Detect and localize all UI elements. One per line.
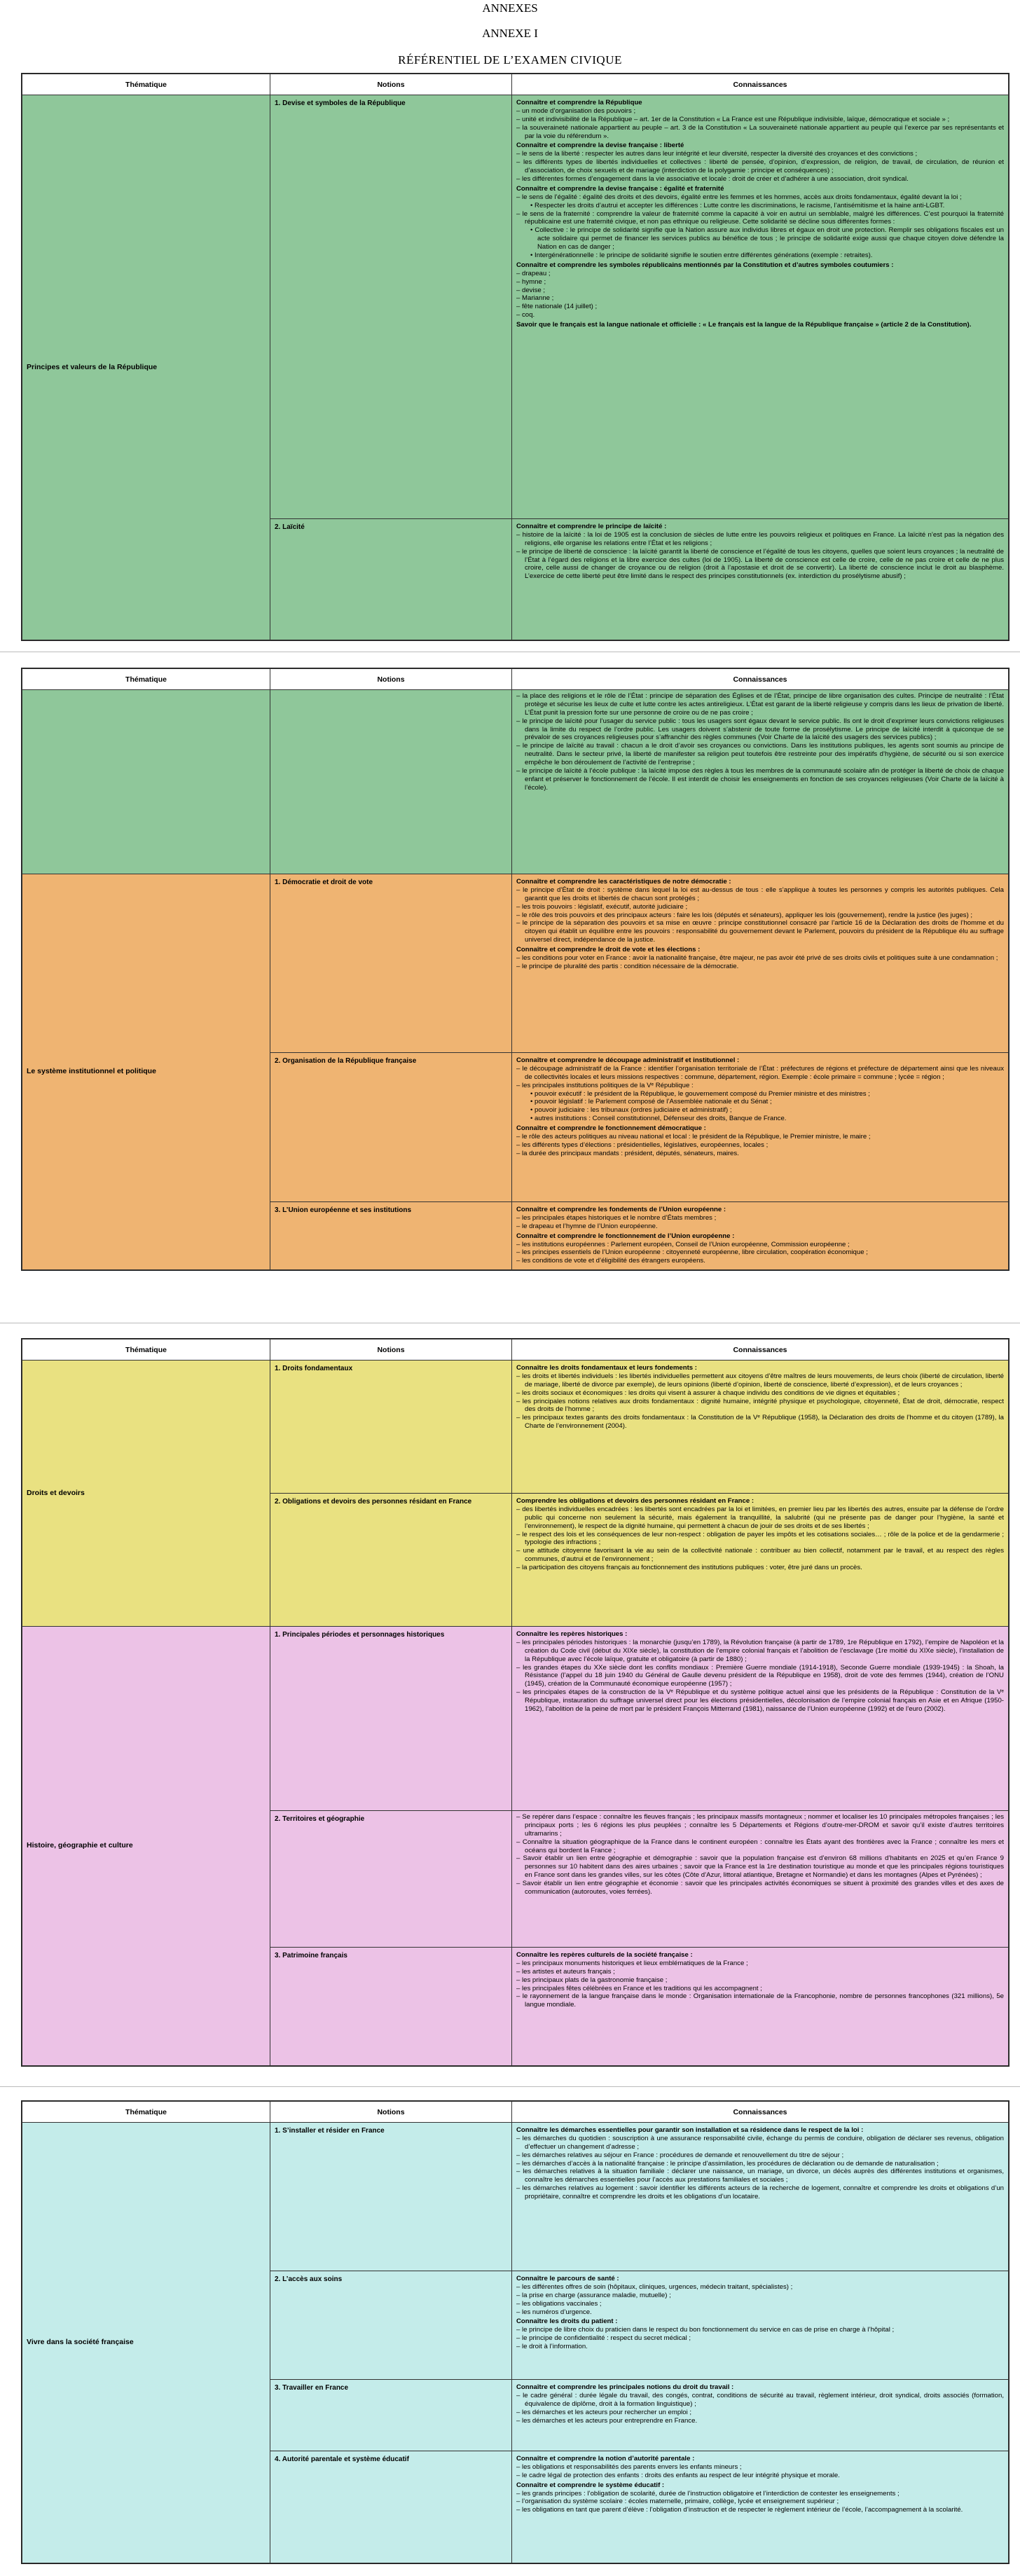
knowledge-item: – coq. bbox=[516, 311, 535, 319]
column-header-notions: Notions bbox=[270, 2102, 512, 2123]
knowledge-item: – Marianne ; bbox=[516, 294, 554, 303]
knowledge-item: – le rôle des acteurs politiques au niveau national et local : le président de la République, le Premier ministre, le maire ; bbox=[516, 1133, 871, 1141]
notion-periodes: 1. Principales périodes et personnages historiques bbox=[270, 1627, 512, 1811]
page-4-table bbox=[21, 2100, 1009, 2564]
content-devise bbox=[512, 95, 1009, 519]
knowledge-item: – Se repérer dans l’espace : connaître les fleuves français ; les principaux massifs montagneux ; nommer et localiser les 10 principales métropoles françaises ; les principaux ports ; les 6 régions les plus peuplées ; connaître les 5 Départements et Régions d’outre-mer-DROM et savoir qu’il existe d’autres territoires ultramarins ; bbox=[516, 1813, 1004, 1838]
notion-autorite: 4. Autorité parentale et système éducatif bbox=[270, 2451, 512, 2563]
knowledge-heading: Connaître les repères historiques : bbox=[516, 1630, 628, 1638]
column-header-thematique: Thématique bbox=[22, 2102, 270, 2123]
column-header-thematique: Thématique bbox=[22, 669, 270, 690]
column-header-connaissances: Connaissances bbox=[512, 2102, 1009, 2123]
knowledge-item: – le cadre général : durée légale du travail, des congés, contrat, conditions de sécurité au travail, règlement intérieur, droit syndical, droits associés (formation, équivalence de diplôme, droit à la formation linguistique) ; bbox=[516, 2391, 1004, 2408]
knowledge-item: – unité et indivisibilité de la République – art. 1er de la Constitution « La France est une République indivisible, laïque, démocratique et sociale » ; bbox=[516, 115, 950, 123]
notion-laicite-continued bbox=[270, 690, 512, 874]
knowledge-item: – les démarches relatives à la situation familiale : déclarer une naissance, un mariage, un divorce, un décès auprès des différentes institutions et organismes, connaître les démarches essentielles pour l’accès aux prestations familiales et sociales ; bbox=[516, 2168, 1004, 2184]
page-3-table bbox=[21, 1338, 1009, 2067]
knowledge-item: – les principales étapes de la construction de la Vᵉ République et du système politique actuel ainsi que les présidents de la République : Constitution de la Vᵉ République, instauration du suffrage universel direct pour les élections présidentielles, décolonisation de l’empire colonial français en Asie et en Afrique (1950-1962), l’abolition de la peine de mort par le président François Mitterrand (1981), naissance de l’Union européenne (1992) et de l’euro (2002). bbox=[516, 1688, 1004, 1714]
knowledge-item: – le drapeau et l’hymne de l’Union européenne. bbox=[516, 1222, 658, 1230]
knowledge-item: – les principes essentiels de l’Union européenne : citoyenneté européenne, libre circulation, coopération économique ; bbox=[516, 1248, 868, 1257]
notion-laicite: 2. Laïcité bbox=[270, 519, 512, 640]
notion-ue: 3. L’Union européenne et ses institutions bbox=[270, 1202, 512, 1270]
knowledge-heading: Connaître et comprendre la devise française : égalité et fraternité bbox=[516, 184, 724, 193]
content-organisation bbox=[512, 1053, 1009, 1202]
knowledge-item: – les principales périodes historiques : la monarchie (jusqu’en 1789), la Révolution française (à partir de 1789, 1re République en 1792), l’empire de Napoléon et la création du Code civil (début du XIXe siècle), la constitution de l’empire colonial français et l’abolition de l’esclavage (1re moitié du XIXe siècle), l’installation de la République avec l’école laïque, gratuite et obligatoire (à partir de 1880) ; bbox=[516, 1638, 1004, 1663]
column-header-notions: Notions bbox=[270, 669, 512, 690]
knowledge-item: – le principe de confidentialité : respect du secret médical ; bbox=[516, 2334, 691, 2343]
knowledge-item: – les obligations en tant que parent d’élève : l’obligation d’instruction et de respecter le règlement intérieur de l’école, l’accompagnement à la scolarité. bbox=[516, 2506, 963, 2514]
knowledge-item: • pouvoir exécutif : le président de la République, le gouvernement composé du Premier ministre et des ministres ; bbox=[530, 1089, 870, 1098]
knowledge-item: – une attitude citoyenne favorisant la vie au sein de la collectivité nationale : contribuer au bien collectif, notamment par le travail, et au respect des règles communes, d’autrui et de l’environnement ; bbox=[516, 1547, 1004, 1564]
knowledge-item: – les démarches du quotidien : souscription à une assurance responsabilité civile, échange du permis de conduire, obligation de déclarer ses revenus, obligation d’effectuer un changement d’adresse ; bbox=[516, 2134, 1004, 2151]
knowledge-item: – devise ; bbox=[516, 286, 546, 294]
page-1-table bbox=[21, 73, 1009, 641]
knowledge-heading: Connaître et comprendre les caractéristiques de notre démocratie : bbox=[516, 878, 731, 886]
knowledge-item: – les démarches d’accès à la nationalité française : le principe d’assimilation, les procédures de déclaration ou de demande de naturalisation ; bbox=[516, 2159, 939, 2168]
knowledge-item: – les démarches relatives au séjour en France : procédures de demande et renouvellement du titre de séjour ; bbox=[516, 2151, 844, 2159]
column-header-notions: Notions bbox=[270, 1339, 512, 1361]
content-laicite-part2 bbox=[512, 690, 1009, 874]
annexes-heading: ANNEXES bbox=[482, 1, 538, 15]
knowledge-item: • pouvoir judiciaire : les tribunaux (ordres judiciaire et administratif) ; bbox=[530, 1106, 732, 1115]
knowledge-item: – les droits sociaux et économiques : les droits qui visent à assurer à chaque individu des conditions de vie dignes et équitables ; bbox=[516, 1389, 900, 1397]
knowledge-item: – Savoir établir un lien entre géographie et démographie : savoir que la population française est d’environ 68 millions d’habitants en 2025 et qu’en France 9 personnes sur 10 habitent dans des aires urbaines ; savoir que la France est la 1re destination touristique au monde et que les principales régions touristiques en France sont dans les grandes villes, sur les côtes (Côte d’Azur, littoral atlantique, Bretagne et Normandie) et dans les montagnes (Alpes et Pyrénées) ; bbox=[516, 1854, 1004, 1880]
knowledge-item: – les conditions de vote et d’éligibilité des étrangers européens. bbox=[516, 1257, 705, 1265]
knowledge-item: – la place des religions et le rôle de l’État : principe de séparation des Églises et de l’État, principe de libre organisation des cultes. Principe de neutralité : l’État protège et sécurise les lieux de culte et lutte contre les actes antireligieux. L’État est garant de la liberté religieuse y compris dans les lieux de privation de liberté. L’État punit la pression forte sur une personne de croire ou de ne pas croire ; bbox=[516, 692, 1004, 717]
notion-organisation: 2. Organisation de la République française bbox=[270, 1053, 512, 1202]
content-laicite-part1 bbox=[512, 519, 1009, 640]
content-installer bbox=[512, 2123, 1009, 2271]
notion-patrimoine: 3. Patrimoine français bbox=[270, 1948, 512, 2066]
knowledge-heading: Connaître et comprendre la notion d’autorité parentale : bbox=[516, 2455, 695, 2463]
knowledge-item: – un mode d’organisation des pouvoirs ; bbox=[516, 106, 636, 115]
page-separator bbox=[0, 2086, 1020, 2087]
column-header-connaissances: Connaissances bbox=[512, 1339, 1009, 1361]
knowledge-item: – la durée des principaux mandats : président, députés, sénateurs, maires. bbox=[516, 1149, 739, 1157]
knowledge-heading: Connaître et comprendre la devise française : liberté bbox=[516, 142, 684, 150]
column-header-connaissances: Connaissances bbox=[512, 74, 1009, 95]
knowledge-item: – la souveraineté nationale appartient au peuple – art. 3 de la Constitution « La souveraineté nationale appartient au peuple qui l’exerce par ses représentants et par la voie du référendum ». bbox=[516, 123, 1004, 140]
knowledge-item: • Collective : le principe de solidarité signifie que la Nation assure aux individus libres et égaux en droit une protection. Remplir ses obligations fiscales est un acte solidaire qui permet de financer les services publics au bénéfice de tous ; le principe de solidarité exige aussi que chaque citoyen doive défendre la Nation en cas de danger ; bbox=[530, 226, 1004, 252]
notion-territoires: 2. Territoires et géographie bbox=[270, 1811, 512, 1948]
knowledge-item: – le sens de la fraternité : comprendre la valeur de fraternité comme la capacité à voir en autrui un semblable, malgré les différences. C’est pourquoi la fraternité républicaine est une fraternité civique, et non pas ethnique ou religieuse. Cette solidarité se décline sous différentes formes : bbox=[516, 209, 1004, 226]
knowledge-item: – les principales étapes historiques et le nombre d’États membres ; bbox=[516, 1213, 717, 1222]
knowledge-heading: Connaître et comprendre le droit de vote et les élections : bbox=[516, 946, 701, 954]
knowledge-item: – les différents types de libertés individuelles et collectives : liberté de pensée, d’opinion, d’expression, de religion, de travail, de circulation, de réunion et d’association, de choix sexuels et de mariage (interdiction de la polygamie : principe et conséquences) ; bbox=[516, 158, 1004, 175]
knowledge-item: – les différentes formes d’engagement dans la vie associative et locale : droit de créer et d’adhérer à une association, droit syndical. bbox=[516, 175, 909, 184]
knowledge-heading: Comprendre les obligations et devoirs des personnes résidant en France : bbox=[516, 1497, 754, 1505]
knowledge-heading: Connaître et comprendre les fondements de l’Union européenne : bbox=[516, 1206, 726, 1213]
knowledge-item: • Respecter les droits d’autrui et accepter les différences : Lutte contre les discriminations, le racisme, l’antisémitisme et la haine anti-LGBT. bbox=[530, 201, 945, 209]
knowledge-item: – les droits et libertés individuels : les libertés individuelles permettent aux citoyens d’être maîtres de leurs mouvements, de leurs choix (liberté de circulation, liberté de mariage, liberté de divorce par exemple), de leurs opinions (liberté d’opinion, liberté de conscience, liberté d’expression), et de leurs croyances ; bbox=[516, 1372, 1004, 1389]
content-travailler bbox=[512, 2380, 1009, 2451]
knowledge-heading: Connaître et comprendre le fonctionnement démocratique : bbox=[516, 1124, 706, 1133]
knowledge-heading: Connaître et comprendre les principales notions du droit du travail : bbox=[516, 2383, 734, 2391]
knowledge-item: – les démarches relatives au logement : savoir identifier les différents acteurs de la recherche de logement, connaître et comprendre les droits et obligations d’un propriétaire, connaître et comprendre les droits et les obligations d’un locataire. bbox=[516, 2184, 1004, 2201]
theme-institutions: Le système institutionnel et politique bbox=[22, 874, 270, 1270]
column-header-thematique: Thématique bbox=[22, 74, 270, 95]
theme-vivre: Vivre dans la société française bbox=[22, 2123, 270, 2563]
notion-soins: 2. L’accès aux soins bbox=[270, 2271, 512, 2380]
knowledge-item: – le principe de laïcité pour l’usager du service public : tous les usagers sont égaux devant le service public. Ils ont le droit d’exprimer leurs convictions religieuses dans la limite du respect de l’ordre public. Les usagers doivent s’abstenir de toute forme de prosélytisme. Le principe de laïcité interdit à quiconque de se prévaloir de ses croyances religieuses pour s’affranchir des règles communes (Voir Charte de la laïcité des usagers des services publics) ; bbox=[516, 717, 1004, 742]
notion-droits-fondamentaux: 1. Droits fondamentaux bbox=[270, 1361, 512, 1494]
knowledge-heading: Savoir que le français est la langue nationale et officielle : « Le français est la langue de la République française » (article 2 de la Constitution). bbox=[516, 321, 972, 329]
notion-obligations: 2. Obligations et devoirs des personnes résidant en France bbox=[270, 1494, 512, 1627]
column-header-notions: Notions bbox=[270, 74, 512, 95]
content-autorite bbox=[512, 2451, 1009, 2563]
notion-devise: 1. Devise et symboles de la République bbox=[270, 95, 512, 519]
knowledge-item: – les démarches et les acteurs pour entreprendre en France. bbox=[516, 2416, 698, 2425]
column-header-thematique: Thématique bbox=[22, 1339, 270, 1361]
knowledge-item: – les différents types d’élections : présidentielles, législatives, européennes, locales ; bbox=[516, 1141, 769, 1149]
knowledge-item: • pouvoir législatif : le Parlement composé de l’Assemblée nationale et du Sénat ; bbox=[530, 1098, 772, 1106]
knowledge-item: – le rayonnement de la langue française dans le monde : Organisation internationale de la Francophonie, nombre de personnes francophones (321 millions), 5e langue mondiale. bbox=[516, 1992, 1004, 2009]
knowledge-item: – les principales institutions politiques de la Vᵉ République : bbox=[516, 1081, 694, 1089]
knowledge-item: – les artistes et auteurs français ; bbox=[516, 1967, 615, 1976]
knowledge-heading: Connaître le parcours de santé : bbox=[516, 2275, 619, 2282]
knowledge-item: – les numéros d’urgence. bbox=[516, 2308, 592, 2316]
knowledge-item: – les démarches et les acteurs pour rechercher un emploi ; bbox=[516, 2408, 692, 2416]
knowledge-item: – des libertés individuelles encadrées : les libertés sont encadrées par la loi et limitées, en premier lieu par les libertés des autres, ensuite par la défense de l’ordre public qui concerne non seulement la sécurité, mais également la tranquillité, la salubrité (qui ne présente pas de danger pour l’hygiène, la santé et l’environnement), le respect de la dignité humaine, qui permettent à chacun de jouir de ses droits et de ses libertés ; bbox=[516, 1505, 1004, 1530]
annex-number-heading: ANNEXE I bbox=[482, 27, 538, 40]
document-title: RÉFÉRENTIEL DE L’EXAMEN CIVIQUE bbox=[398, 53, 622, 67]
knowledge-item: – hymne ; bbox=[516, 277, 546, 286]
knowledge-item: – la prise en charge (assurance maladie, mutuelle) ; bbox=[516, 2291, 671, 2299]
knowledge-heading: Connaître et comprendre la République bbox=[516, 99, 642, 106]
content-periodes bbox=[512, 1627, 1009, 1811]
knowledge-item: – le principe de pluralité des partis : condition nécessaire de la démocratie. bbox=[516, 962, 739, 970]
knowledge-item: – les institutions européennes : Parlement européen, Conseil de l’Union européenne, Commission européenne ; bbox=[516, 1240, 850, 1248]
knowledge-item: – les principaux textes garants des droits fondamentaux : la Constitution de la Vᵉ République (1958), la Déclaration des droits de l’homme et du citoyen (1789), la Charte de l’environnement (2004). bbox=[516, 1414, 1004, 1431]
knowledge-item: – Connaître la situation géographique de la France dans le continent européen : connaître les États ayant des frontières avec la France ; connaître les mers et océans qui bordent la France ; bbox=[516, 1838, 1004, 1854]
knowledge-item: – le découpage administratif de la France : identifier l’organisation territoriale de l’État : préfectures de régions et préfecture de département ainsi que les niveaux de collectivités locales et leurs missions respectives : commune, département, région. Exemple : école primaire = commune ; lycée = région ; bbox=[516, 1064, 1004, 1081]
knowledge-item: – l’organisation du système scolaire : écoles maternelle, primaire, collège, lycée et enseignement supérieur ; bbox=[516, 2498, 839, 2506]
notion-installer: 1. S’installer et résider en France bbox=[270, 2123, 512, 2271]
knowledge-item: – fête nationale (14 juillet) ; bbox=[516, 303, 598, 311]
theme-histoire: Histoire, géographie et culture bbox=[22, 1627, 270, 2066]
content-ue bbox=[512, 1202, 1009, 1270]
knowledge-item: – le principe d’État de droit : système dans lequel la loi est au-dessus de tous : elle s’applique à toutes les personnes y compris les autorités publiques. Cela garantit que les droits et libertés de chacun sont protégés ; bbox=[516, 886, 1004, 902]
knowledge-item: – le cadre légal de protection des enfants : droits des enfants au respect de leur intégrité physique et morale. bbox=[516, 2471, 840, 2479]
content-obligations bbox=[512, 1494, 1009, 1627]
knowledge-item: – les obligations et responsabilités des parents envers les enfants mineurs ; bbox=[516, 2463, 742, 2471]
knowledge-item: • autres institutions : Conseil constitutionnel, Défenseur des droits, Banque de France. bbox=[530, 1115, 787, 1123]
knowledge-item: – les principales fêtes célébrées en France et les traditions qui les accompagnent ; bbox=[516, 1984, 762, 1992]
knowledge-heading: Connaître et comprendre le principe de laïcité : bbox=[516, 523, 667, 530]
knowledge-item: – le respect des lois et les conséquences de leur non-respect : obligation de payer les impôts et les cotisations sociales… ; rôle de la police et de la gendarmerie ; typologie des infractions ; bbox=[516, 1530, 1004, 1547]
knowledge-heading: Connaître les démarches essentielles pour garantir son installation et sa résidence dans le respect de la loi : bbox=[516, 2126, 864, 2134]
page-2-table bbox=[21, 668, 1009, 1271]
knowledge-item: – les différentes offres de soin (hôpitaux, cliniques, urgences, médecin traitant, spécialistes) ; bbox=[516, 2282, 793, 2291]
content-droits-fondamentaux bbox=[512, 1361, 1009, 1494]
knowledge-item: – drapeau ; bbox=[516, 269, 551, 277]
knowledge-item: – les principaux monuments historiques et lieux emblématiques de la France ; bbox=[516, 1959, 748, 1967]
knowledge-heading: Connaître et comprendre le découpage administratif et institutionnel : bbox=[516, 1056, 740, 1064]
content-soins bbox=[512, 2271, 1009, 2380]
notion-travailler: 3. Travailler en France bbox=[270, 2380, 512, 2451]
knowledge-heading: Connaître et comprendre le fonctionnement de l’Union européenne : bbox=[516, 1232, 735, 1240]
knowledge-item: – le principe de laïcité à l’école publique : la laïcité impose des règles à tous les membres de la communauté scolaire afin de protéger la liberté de choix de chaque enfant et préserver le fonctionnement de l’école. Il est interdit de choisir les enseignements en fonction de ses croyances religieuses (Voir Charte de la laïcité à l’école). bbox=[516, 767, 1004, 792]
knowledge-item: • Intergénérationnelle : le principe de solidarité signifie le soutien entre différentes générations (exemple : retraites). bbox=[530, 252, 873, 260]
knowledge-item: – histoire de la laïcité : la loi de 1905 est la conclusion de siècles de lutte entre les pouvoirs religieux et politiques en France. La laïcité n’est pas la négation des religions, elle organise les relations entre l’État et les religions ; bbox=[516, 530, 1004, 547]
content-democratie bbox=[512, 874, 1009, 1053]
content-patrimoine bbox=[512, 1948, 1009, 2066]
knowledge-item: – les principaux plats de la gastronomie française ; bbox=[516, 1976, 668, 1984]
knowledge-item: – le droit à l’information. bbox=[516, 2343, 588, 2351]
knowledge-item: – le sens de l’égalité : égalité des droits et des devoirs, égalité entre les femmes et les hommes, accès aux droits fondamentaux, égalité devant la loi ; bbox=[516, 193, 962, 201]
knowledge-item: – le principe de la séparation des pouvoirs et sa mise en œuvre : principe constitutionnel consacré par l’article 16 de la Déclaration des droits de l’homme et du citoyen qui établit un équilibre entre les pouvoirs : responsabilité du gouvernement devant le Parlement, pouvoirs du président de la République élu au suffrage universel direct, indépendance de la justice. bbox=[516, 919, 1004, 944]
notion-democratie: 1. Démocratie et droit de vote bbox=[270, 874, 512, 1053]
knowledge-heading: Connaître les droits fondamentaux et leurs fondements : bbox=[516, 1364, 698, 1372]
knowledge-item: – le rôle des trois pouvoirs et des principaux acteurs : faire les lois (députés et sénateurs), appliquer les lois (gouvernement), rendre la justice (les juges) ; bbox=[516, 911, 973, 919]
knowledge-item: – le principe de laïcité au travail : chacun a le droit d’avoir ses croyances ou convictions. Dans les institutions publiques, les agents sont soumis au principe de neutralité. Dans le secteur privé, la liberté de manifester sa religion peut toutefois être restreinte pour des impératifs d’hygiène, de sécurité ou si son exercice empêche le bon déroulement de l’activité de l’entreprise ; bbox=[516, 742, 1004, 767]
theme-principes: Principes et valeurs de la République bbox=[22, 95, 270, 640]
knowledge-heading: Connaître les droits du patient : bbox=[516, 2317, 618, 2326]
knowledge-item: – les grands principes : l’obligation de scolarité, durée de l’instruction obligatoire et l’interdiction de contester les enseignements ; bbox=[516, 2489, 900, 2498]
knowledge-item: – le principe de libre choix du praticien dans le respect du bon fonctionnement du service en cas de prise en charge à l’hôpital ; bbox=[516, 2326, 895, 2334]
knowledge-item: – le principe de liberté de conscience : la laïcité garantit la liberté de conscience et l’égalité de tous les citoyens, quelles que soient leurs croyances ; la neutralité de l’État à l’égard des religions et la libre exercice des cultes (loi de 1905). La liberté de conscience est celle de croire, celle de ne pas croire et celle de ne plus croire, celle aussi de changer de croyance ou de religion (droit à l’apostasie et droit de se convertir). La liberté de conscience inclut le droit au blasphème. L’exercice de cette liberté peut être limité dans le respect des principes constitutionnels (ex. interdiction du prosélytisme abusif) ; bbox=[516, 547, 1004, 581]
content-territoires bbox=[512, 1811, 1009, 1948]
knowledge-item: – les conditions pour voter en France : avoir la nationalité française, être majeur, ne pas avoir été privé de ses droits civils et politiques suite à une condamnation ; bbox=[516, 954, 998, 963]
knowledge-item: – les principales notions relatives aux droits fondamentaux : dignité humaine, intégrité physique et psychologique, citoyenneté, État de droit, démocratie, respect des droits de l’homme ; bbox=[516, 1397, 1004, 1414]
theme-principes-continued bbox=[22, 690, 270, 874]
knowledge-heading: Connaître les repères culturels de la société française : bbox=[516, 1951, 693, 1959]
knowledge-item: – le sens de la liberté : respecter les autres dans leur intégrité et leur diversité, respecter la diversité des croyances et des convictions ; bbox=[516, 150, 918, 158]
knowledge-heading: Connaître et comprendre le système éducatif : bbox=[516, 2481, 665, 2489]
column-header-connaissances: Connaissances bbox=[512, 669, 1009, 690]
theme-droits: Droits et devoirs bbox=[22, 1361, 270, 1627]
knowledge-heading: Connaître et comprendre les symboles républicains mentionnés par la Constitution et d’autres symboles coutumiers : bbox=[516, 261, 894, 269]
knowledge-item: – les grandes étapes du XXe siècle dont les conflits mondiaux : Première Guerre mondiale (1914-1918), Seconde Guerre mondiale (1939-1945) : la Shoah, la Résistance (l’appel du 18 juin 1940 du Général de Gaulle devenu président de la République en 1958), droit de vote des femmes (1944), création de l’ONU (1945), création de la Communauté économique européenne (1957) ; bbox=[516, 1663, 1004, 1688]
knowledge-item: – la participation des citoyens français au fonctionnement des institutions publiques : voter, être juré dans un procès. bbox=[516, 1564, 862, 1572]
knowledge-item: – les obligations vaccinales ; bbox=[516, 2299, 602, 2308]
knowledge-item: – les trois pouvoirs : législatif, exécutif, autorité judiciaire ; bbox=[516, 902, 688, 911]
knowledge-item: – Savoir établir un lien entre géographie et économie : savoir que les principales activités économiques se situent à proximité des grandes villes et des axes de communication (autoroutes, voies ferrées). bbox=[516, 1880, 1004, 1896]
